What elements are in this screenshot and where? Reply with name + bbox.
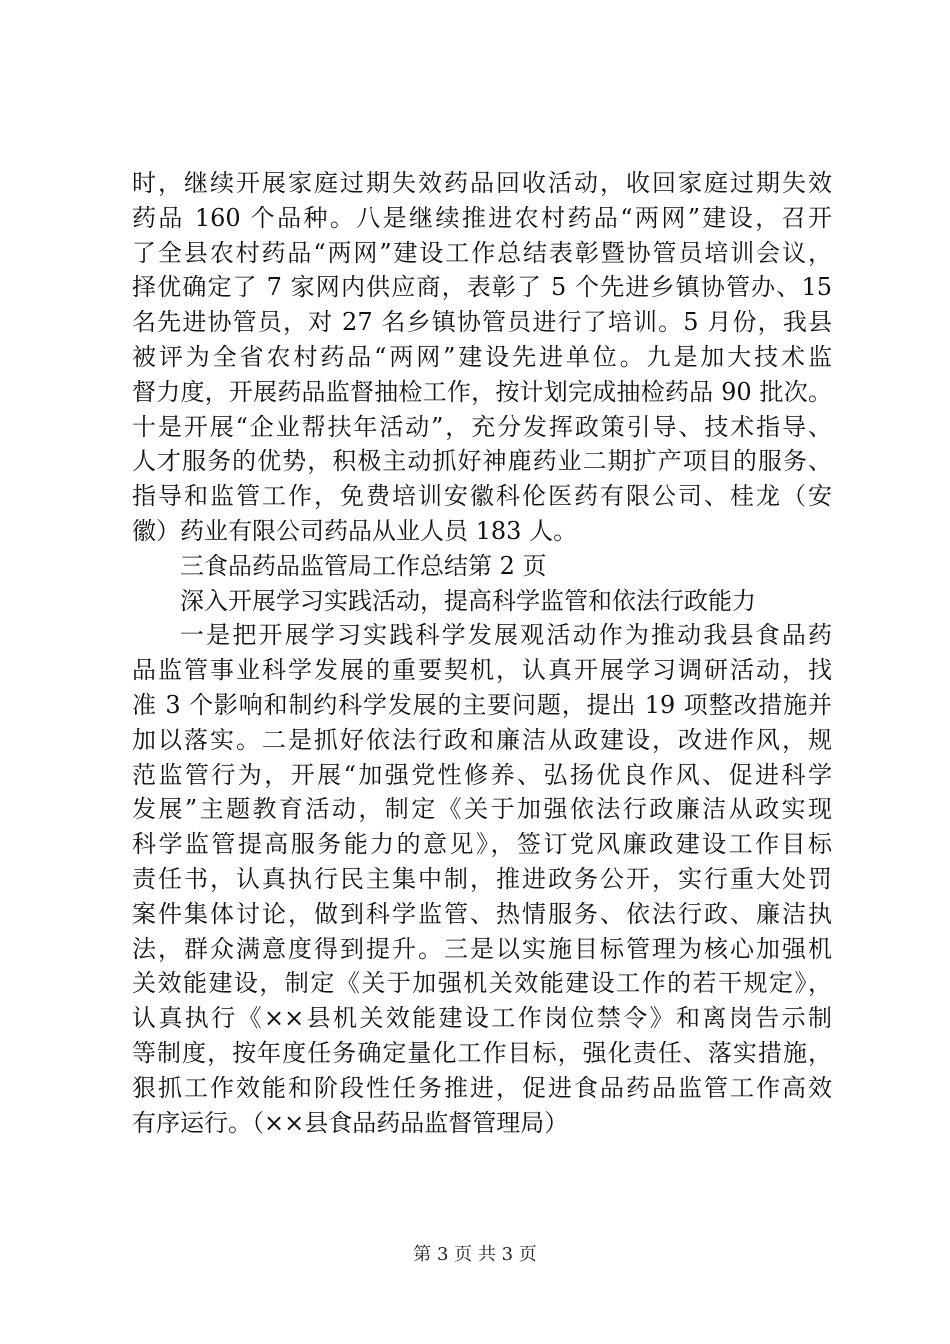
text-line: 加以落实。二是抓好依法行政和廉洁从政建设，改进作风，规 [132,725,832,754]
section-heading: 三食品药品监管局工作总结第 2 页 [180,551,547,580]
document-body [132,166,832,1140]
text-line: 法，群众满意度得到提升。三是以实施目标管理为核心加强机 [132,934,832,963]
text-line: 督力度，开展药品监督抽检工作，按计划完成抽检药品 90 批次。 [132,377,832,406]
text-line: 择优确定了 7 家网内供应商，表彰了 5 个先进乡镇协管办、15 [132,273,832,302]
text-line: 品监管事业科学发展的重要契机，认真开展学习调研活动，找 [132,656,832,685]
text-line: 名先进协管员，对 27 名乡镇协管员进行了培训。5 月份，我县 [132,308,832,337]
text-line: 十是开展“企业帮扶年活动”，充分发挥政策引导、技术指导、 [132,412,832,441]
text-line: 徽）药业有限公司药品从业人员 183 人。 [132,516,578,545]
text-line: 发展”主题教育活动，制定《关于加强依法行政廉洁从政实现 [132,795,832,824]
text-line: 有序运行。（××县食品药品监督管理局） [132,1108,569,1137]
text-line: 科学监管提高服务能力的意见》，签订党风廉政建设工作目标 [132,830,832,859]
text-line: 责任书，认真执行民主集中制，推进政务公开，实行重大处罚 [132,864,832,893]
page-footer: 第 3 页 共 3 页 [413,1244,537,1265]
text-line: 药品 160 个品种。八是继续推进农村药品“两网”建设，召开 [132,203,832,232]
text-line: 准 3 个影响和制约科学发展的主要问题，提出 19 项整改措施并 [132,690,832,719]
text-line: 了全县农村药品“两网”建设工作总结表彰暨协管员培训会议， [132,238,832,267]
section-subheading: 深入开展学习实践活动，提高科学监管和依法行政能力 [180,586,756,615]
text-line: 被评为全省农村药品“两网”建设先进单位。九是加大技术监 [132,342,832,371]
text-line: 等制度，按年度任务确定量化工作目标，强化责任、落实措施， [132,1038,832,1067]
text-line: 范监管行为，开展“加强党性修养、弘扬优良作风、促进科学 [132,760,832,789]
text-line: 人才服务的优势，积极主动抓好神鹿药业二期扩产项目的服务、 [132,447,832,476]
text-line: 认真执行《××县机关效能建设工作岗位禁令》和离岗告示制 [132,1004,832,1033]
paragraph-first-line: 一是把开展学习实践科学发展观活动作为推动我县食品药 [180,621,832,650]
text-line: 关效能建设，制定《关于加强机关效能建设工作的若干规定》， [132,969,832,998]
text-line: 时，继续开展家庭过期失效药品回收活动，收回家庭过期失效 [132,169,832,197]
text-line: 指导和监管工作，免费培训安徽科伦医药有限公司、桂龙（安 [132,482,832,511]
text-line: 案件集体讨论，做到科学监管、热情服务、依法行政、廉洁执 [132,899,832,928]
text-line: 狠抓工作效能和阶段性任务推进，促进食品药品监管工作高效 [132,1073,832,1102]
